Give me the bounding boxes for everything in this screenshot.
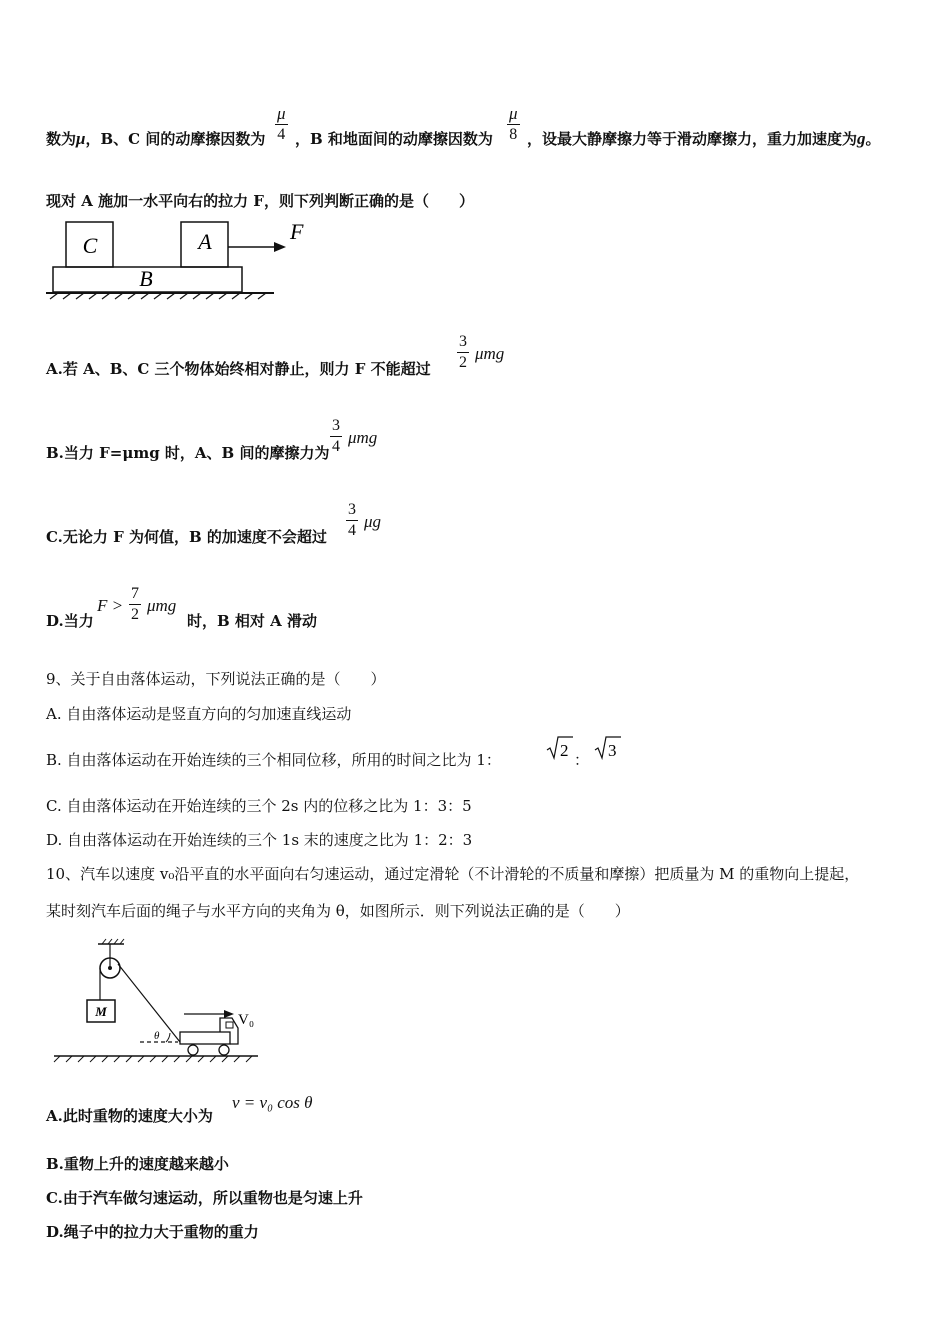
truck-bed: [180, 1032, 230, 1044]
q9-stem: 9、关于自由落体运动，下列说法正确的是（ ）: [46, 670, 386, 688]
q8-frac-mu-over-8: μ 8: [509, 104, 518, 143]
road-hatching: [54, 1056, 252, 1062]
q8-option-a: A.若 A、B、C 三个物体始终相对静止，则力 F 不能超过: [46, 360, 431, 378]
q9-option-a: A. 自由落体运动是竖直方向的匀加速直线运动: [46, 705, 352, 723]
q8-line1: [46, 128, 265, 149]
angle-label: θ: [154, 1030, 160, 1042]
q8-option-b-frac: 3 4: [332, 417, 340, 455]
q9-option-b-colon: ：: [574, 751, 590, 769]
q8-line1-b: ，B、C 间的动摩擦因数为: [85, 130, 266, 148]
q8-figure-blocks: [44, 215, 304, 300]
q9-option-c: C. 自由落体运动在开始连续的三个 2s 内的位移之比为 1：3：5: [46, 797, 472, 815]
block-c-label: C: [82, 233, 98, 258]
q8-option-b: B.当力 F=μmg 时，A、B 间的摩擦力为: [46, 444, 330, 462]
velocity-label: V₀: [238, 1012, 255, 1028]
q8-frac-mu-over-4: μ 4: [277, 104, 286, 143]
q8-option-b-tail: μmg: [348, 428, 378, 447]
q8-option-c-frac: 3 4: [348, 501, 356, 539]
q10-figure-pulley-truck: [48, 938, 268, 1068]
force-label: F: [290, 219, 304, 244]
q8-stem: 现对 A 施加一水平向右的拉力 F，则下列判断正确的是（ ）: [46, 192, 474, 210]
q8-option-c-tail: μg: [364, 512, 382, 531]
q8-option-d-post: 时，B 相对 A 滑动: [187, 612, 317, 630]
block-a-label: A: [198, 229, 212, 254]
q10-stem-line2: 某时刻汽车后面的绳子与水平方向的夹角为 θ，如图所示．则下列说法正确的是（ ）: [46, 902, 630, 920]
q8-option-d-tail: μmg: [147, 596, 177, 615]
pulley-axle: [108, 966, 112, 970]
q8-line1-a: 数为: [46, 130, 77, 148]
q10-option-d: D.绳子中的拉力大于重物的重力: [46, 1223, 259, 1241]
q9-option-d: D. 自由落体运动在开始连续的三个 1s 末的速度之比为 1：2：3: [46, 831, 473, 849]
q9-option-b: B. 自由落体运动在开始连续的三个相同位移，所用的时间之比为 1：: [46, 751, 501, 769]
q9-sqrt2: [546, 735, 574, 761]
force-arrowhead: [274, 242, 286, 252]
q9-sqrt3: [594, 735, 622, 761]
svg-text:3: 3: [608, 741, 617, 760]
q8-option-a-tail: μmg: [475, 344, 505, 363]
q8-mu-symbol: μ: [76, 129, 86, 148]
q8-option-d-pre: D.当力: [46, 612, 94, 630]
q10-option-a: A.此时重物的速度大小为: [46, 1107, 213, 1125]
mass-label: M: [95, 1004, 107, 1019]
q8-option-d-lhs: F >: [97, 596, 124, 615]
q8-line1-tail: ，设最大静摩擦力等于滑动摩擦力，重力加速度为g。: [527, 129, 881, 148]
board-b-label: B: [139, 266, 153, 291]
q8-g-symbol: g: [857, 129, 866, 148]
q10-option-b: B.重物上升的速度越来越小: [46, 1155, 229, 1173]
q8-option-c: C.无论力 F 为何值，B 的加速度不会超过: [46, 528, 327, 546]
q10-option-a-formula: v = v₀ cos θ: [232, 1093, 313, 1112]
q8-option-d-frac: 7 2: [131, 585, 139, 623]
q10-stem-line1: 10、汽车以速度 v₀沿平直的水平面向右匀速运动，通过定滑轮（不计滑轮的不质量和摩擦）把质量为 M 的重物向上提起，: [46, 865, 860, 883]
truck-window: [226, 1022, 233, 1028]
angle-arc: [166, 1033, 170, 1042]
q8-line1-c: ，B 和地面间的动摩擦因数为: [295, 130, 493, 148]
svg-text:2: 2: [560, 741, 569, 760]
truck-wheel-front: [219, 1045, 229, 1055]
truck-wheel-rear: [188, 1045, 198, 1055]
q10-option-c: C.由于汽车做匀速运动，所以重物也是匀速上升: [46, 1189, 363, 1207]
q8-option-a-frac: 3 2: [459, 333, 467, 371]
rope-slanted: [118, 964, 180, 1042]
velocity-arrowhead: [224, 1010, 234, 1018]
